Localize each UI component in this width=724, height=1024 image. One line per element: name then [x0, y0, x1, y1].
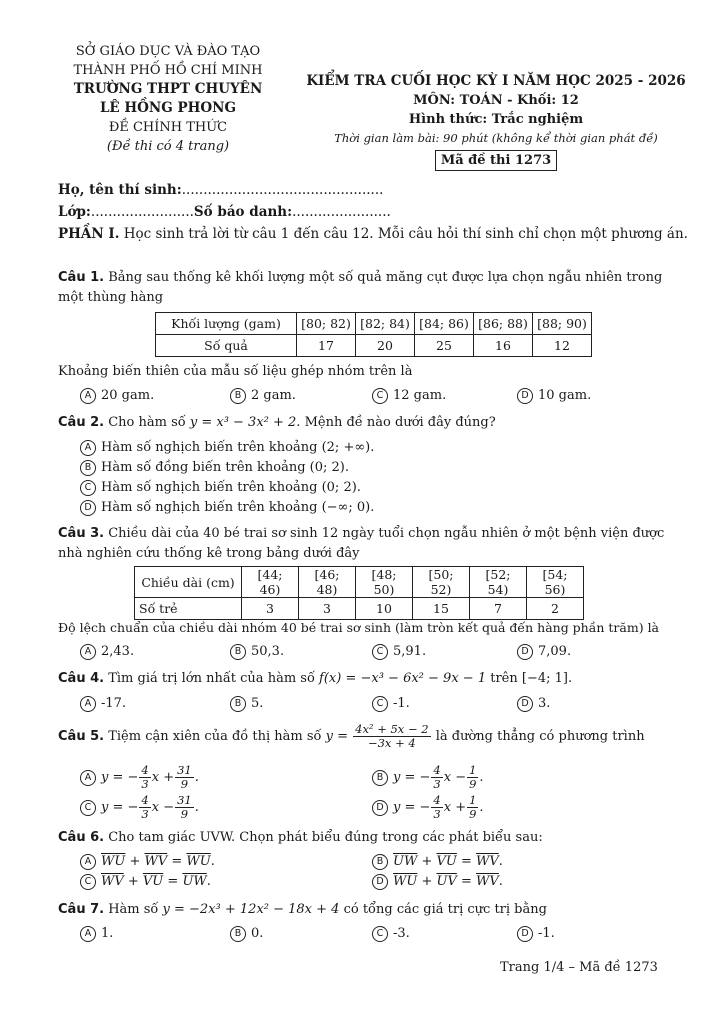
q2-option-b[interactable] — [80, 460, 349, 476]
table-cell: [86; 88) — [474, 313, 533, 335]
vector: $\overline{UW}$ — [182, 874, 207, 889]
option-letter-d: D — [372, 800, 388, 816]
option-letter-a: A — [80, 388, 96, 404]
table-header-row — [135, 567, 584, 598]
fraction-denominator: 3 — [433, 777, 441, 791]
question-1-table — [155, 312, 592, 357]
exam-format: Hình thức: Trắc nghiệm — [408, 112, 584, 127]
vector: $\overline{UW}$ — [393, 854, 418, 869]
fraction-numerator: 31 — [177, 763, 192, 777]
question-1-prompt: Khoảng biến thiên của mẫu số liệu ghép nhóm trên là — [58, 364, 413, 379]
table-row — [135, 598, 584, 620]
fraction-numerator: 31 — [177, 793, 192, 807]
vector: $\overline{WU}$ — [101, 854, 126, 869]
question-7-stem — [58, 900, 668, 920]
fraction-denominator: −3x + 4 — [367, 736, 416, 750]
table-cell: [44; 46) — [242, 567, 299, 598]
question-6-stem — [58, 828, 668, 848]
option-text: 1. — [101, 926, 114, 941]
option-text: . — [194, 800, 199, 815]
class-label: Lớp: — [58, 204, 91, 220]
option-text: y = − — [393, 800, 431, 815]
vector: $\overline{WV}$ — [476, 854, 499, 869]
part-one-instruction — [58, 226, 688, 242]
table-cell: 12 — [533, 335, 592, 357]
exam-subject: MÔN: TOÁN - Khối: 12 — [413, 93, 579, 108]
class-field[interactable]: ........................ — [90, 204, 194, 220]
page-footer: Trang 1/4 – Mã đề 1273 — [500, 960, 658, 975]
option-text: y = − — [101, 770, 139, 785]
table-cell: Khối lượng (gam) — [156, 313, 297, 335]
table-cell: [82; 84) — [356, 313, 415, 335]
option-letter-c: C — [372, 644, 388, 660]
option-letter-b: B — [230, 926, 246, 942]
option-letter-d: D — [372, 874, 388, 890]
table-cell: 10 — [356, 598, 413, 620]
option-letter-d: D — [517, 388, 533, 404]
option-letter-d: D — [517, 644, 533, 660]
question-7-formula: y = −2x³ + 12x² − 18x + 4 — [162, 902, 340, 917]
option-letter-c: C — [80, 800, 96, 816]
q1-option-a[interactable] — [80, 388, 154, 404]
q5-option-d[interactable] — [372, 794, 484, 821]
part-one-label: PHẦN I. — [58, 226, 120, 242]
table-cell: [46; 48) — [299, 567, 356, 598]
question-5-label: Câu 5. — [58, 729, 105, 744]
option-letter-d: D — [517, 696, 533, 712]
option-text: 20 gam. — [101, 388, 155, 403]
question-7-text-b: có tổng các giá trị cực trị bằng — [343, 902, 547, 917]
exam-title: KIỂM TRA CUỐI HỌC KỲ I NĂM HỌC 2025 - 2026 — [306, 73, 686, 89]
table-cell: Chiều dài (cm) — [135, 567, 242, 598]
option-text: x + — [443, 800, 467, 815]
part-one-text: Học sinh trả lời từ câu 1 đến câu 12. Mỗi câu hỏi thí sinh chỉ chọn một phương án. — [123, 226, 688, 242]
q3-option-a[interactable] — [80, 644, 134, 660]
question-3-stem — [58, 524, 668, 564]
q2-option-c[interactable] — [80, 480, 361, 496]
vector: $\overline{WV}$ — [476, 874, 499, 889]
exam-time: Thời gian làm bài: 90 phút (không kể thời gian phát đề) — [334, 131, 658, 145]
fraction-numerator: 1 — [469, 763, 477, 777]
fraction-numerator: 4 — [433, 763, 441, 777]
table-header-row — [156, 313, 592, 335]
question-2-formula: y = x³ − 3x² + 2. — [189, 415, 301, 430]
question-3-text: Chiều dài của 40 bé trai sơ sinh 12 ngày tuổi chọn ngẫu nhiên ở một bệnh viện được nhà nghiên cứu thống kê trong bảng dưới đây — [58, 526, 665, 561]
table-cell: 3 — [299, 598, 356, 620]
option-text: -17. — [101, 696, 127, 711]
option-text: . — [479, 800, 484, 815]
department-line-2: THÀNH PHỐ HỒ CHÍ MINH — [73, 63, 263, 78]
table-cell: 17 — [297, 335, 356, 357]
q6-option-c[interactable]: C $\overline{WV} + \overline{VU} = \overline{UW}$. — [80, 874, 211, 890]
student-name-field[interactable]: ............................................... — [181, 182, 384, 198]
table-cell: Số quả — [156, 335, 297, 357]
option-text: 0. — [251, 926, 264, 941]
option-text: Hàm số nghịch biến trên khoảng (0; 2). — [101, 480, 361, 495]
fraction-denominator: 9 — [469, 807, 477, 821]
option-letter-d: D — [80, 500, 96, 516]
fraction-denominator: 9 — [180, 807, 189, 821]
vector: $\overline{WV}$ — [101, 874, 124, 889]
q2-option-a[interactable] — [80, 440, 374, 456]
option-text: Hàm số đồng biến trên khoảng (0; 2). — [101, 460, 350, 475]
option-letter-c: C — [372, 696, 388, 712]
question-5-lhs: y = — [325, 729, 348, 744]
option-text: -1. — [538, 926, 555, 941]
table-cell: [48; 50) — [356, 567, 413, 598]
option-letter-b: B — [230, 696, 246, 712]
q1-option-c[interactable] — [372, 388, 446, 404]
question-4-text-a: Tìm giá trị lớn nhất của hàm số — [108, 671, 315, 686]
fraction-numerator: 4 — [433, 793, 441, 807]
question-3-label: Câu 3. — [58, 526, 105, 541]
option-letter-a: A — [80, 440, 96, 456]
q5-option-b[interactable] — [372, 764, 484, 791]
table-cell: [52; 54) — [470, 567, 527, 598]
option-text: . — [194, 770, 199, 785]
question-4-text-b: trên [−4; 1]. — [490, 671, 573, 686]
option-letter-a: A — [80, 854, 96, 870]
option-text: 2 gam. — [251, 388, 296, 403]
option-letter-a: A — [80, 644, 96, 660]
fraction-denominator: 9 — [180, 777, 189, 791]
vector: $\overline{VU}$ — [142, 874, 164, 889]
table-cell: [88; 90) — [533, 313, 592, 335]
candidate-id-field[interactable]: ....................... — [292, 204, 391, 220]
option-text: 5,91. — [393, 644, 427, 659]
vector: $\overline{WU}$ — [186, 854, 211, 869]
q1-option-d[interactable] — [517, 388, 591, 404]
q5-option-c[interactable] — [80, 794, 199, 821]
question-7-text-a: Hàm số — [108, 902, 159, 917]
vector: $\overline{WU}$ — [393, 874, 418, 889]
option-letter-a: A — [80, 770, 96, 786]
table-cell: 7 — [470, 598, 527, 620]
question-2-stem — [58, 413, 668, 433]
school-header — [58, 42, 278, 156]
table-cell: [54; 56) — [527, 567, 584, 598]
option-letter-b: B — [230, 388, 246, 404]
page-count-note: (Đề thi có 4 trang) — [106, 139, 230, 154]
option-letter-b: B — [230, 644, 246, 660]
table-cell: 16 — [474, 335, 533, 357]
fraction-numerator: 1 — [469, 793, 477, 807]
student-class-line — [58, 204, 391, 220]
option-text: x − — [443, 770, 467, 785]
option-text: 5. — [251, 696, 264, 711]
option-letter-c: C — [372, 388, 388, 404]
question-2-text-a: Cho hàm số — [108, 415, 186, 430]
q3-option-d[interactable] — [517, 644, 571, 660]
option-letter-b: B — [80, 460, 96, 476]
fraction-denominator: 3 — [141, 777, 149, 791]
exam-code-box: Mã đề thi 1273 — [435, 150, 557, 171]
vector: $\overline{WV}$ — [144, 854, 168, 869]
official-label: ĐỀ CHÍNH THỨC — [108, 120, 228, 135]
school-name-line-1: TRƯỜNG THPT CHUYÊN — [73, 81, 263, 97]
candidate-id-label: Số báo danh: — [193, 204, 293, 220]
option-letter-a: A — [80, 926, 96, 942]
question-1-label: Câu 1. — [58, 270, 105, 285]
table-cell: 15 — [413, 598, 470, 620]
q5-option-a[interactable] — [80, 764, 199, 791]
fraction-numerator: 4 — [141, 763, 149, 777]
q6-option-d[interactable]: D $\overline{WU} + \overline{UV} = \overline{WV}$. — [372, 874, 503, 890]
table-cell: 2 — [527, 598, 584, 620]
table-cell: 20 — [356, 335, 415, 357]
q6-option-b[interactable]: B $\overline{UW} + \overline{VU} = \overline{WV}$. — [372, 854, 503, 870]
fraction-denominator: 9 — [469, 777, 477, 791]
option-letter-d: D — [517, 926, 533, 942]
option-text: Hàm số nghịch biến trên khoảng (2; +∞). — [101, 440, 375, 455]
question-2-label: Câu 2. — [58, 415, 105, 430]
vector: $\overline{VU}$ — [436, 854, 457, 869]
fraction-denominator: 3 — [141, 807, 149, 821]
option-text: -3. — [393, 926, 410, 941]
question-1-text: Bảng sau thống kê khối lượng một số quả măng cụt được lựa chọn ngẫu nhiên trong một thùng hàng — [58, 270, 663, 305]
question-6-text: Cho tam giác UVW. Chọn phát biểu đúng trong các phát biểu sau: — [108, 830, 543, 845]
question-6-label: Câu 6. — [58, 830, 105, 845]
table-cell: 3 — [242, 598, 299, 620]
vector: $\overline{UV}$ — [436, 874, 457, 889]
question-4-stem — [58, 669, 668, 689]
q2-option-d[interactable] — [80, 500, 374, 516]
option-letter-a: A — [80, 696, 96, 712]
option-text: x − — [151, 800, 175, 815]
department-line-1: SỞ GIÁO DỤC VÀ ĐÀO TẠO — [75, 44, 261, 59]
option-text: 12 gam. — [393, 388, 447, 403]
option-text: -1. — [393, 696, 410, 711]
question-1-stem — [58, 268, 668, 308]
option-text: 50,3. — [251, 644, 285, 659]
table-row — [156, 335, 592, 357]
q7-option-d[interactable] — [517, 926, 555, 942]
q4-option-c[interactable] — [372, 696, 410, 712]
option-text: Hàm số nghịch biến trên khoảng (−∞; 0). — [101, 500, 375, 515]
fraction-numerator: 4 — [141, 793, 149, 807]
student-name-line — [58, 182, 383, 198]
fraction-numerator: 4x² + 5x − 2 — [355, 722, 429, 736]
table-cell: Số trẻ — [135, 598, 242, 620]
q4-option-b[interactable] — [230, 696, 263, 712]
fraction-denominator: 3 — [433, 807, 441, 821]
student-name-label: Họ, tên thí sinh: — [58, 182, 182, 198]
q7-option-b[interactable] — [230, 926, 263, 942]
option-text: y = − — [393, 770, 431, 785]
table-cell: [50; 52) — [413, 567, 470, 598]
question-5-stem — [58, 722, 668, 752]
option-letter-c: C — [80, 480, 96, 496]
option-letter-c: C — [80, 874, 96, 890]
question-4-label: Câu 4. — [58, 671, 105, 686]
q1-option-b[interactable] — [230, 388, 296, 404]
question-7-label: Câu 7. — [58, 902, 105, 917]
option-text: 10 gam. — [538, 388, 592, 403]
question-5-text-a: Tiệm cận xiên của đồ thị hàm số — [108, 729, 322, 744]
table-cell: [84; 86) — [415, 313, 474, 335]
q3-option-c[interactable] — [372, 644, 426, 660]
table-cell: [80; 82) — [297, 313, 356, 335]
exam-header — [300, 72, 692, 171]
q4-option-d[interactable] — [517, 696, 550, 712]
option-text: 2,43. — [101, 644, 135, 659]
option-text: . — [479, 770, 484, 785]
q7-option-c[interactable] — [372, 926, 410, 942]
question-4-formula: f(x) = −x³ − 6x² − 9x − 1 — [319, 671, 487, 686]
q3-option-b[interactable] — [230, 644, 284, 660]
question-3-table — [134, 566, 584, 620]
option-letter-c: C — [372, 926, 388, 942]
q6-option-a[interactable]: A $\overline{WU} + \overline{WV} = \overline{WU}$. — [80, 854, 215, 870]
option-letter-b: B — [372, 770, 388, 786]
q4-option-a[interactable] — [80, 696, 126, 712]
question-2-text-b: Mệnh đề nào dưới đây đúng? — [304, 415, 496, 430]
option-text: 7,09. — [538, 644, 572, 659]
question-5-text-b: là đường thẳng có phương trình — [435, 729, 645, 744]
school-name-line-2: LÊ HỒNG PHONG — [99, 100, 237, 116]
question-5-fraction — [353, 723, 430, 750]
option-text: 3. — [538, 696, 551, 711]
table-cell: 25 — [415, 335, 474, 357]
question-3-prompt: Độ lệch chuẩn của chiều dài nhóm 40 bé trai sơ sinh (làm tròn kết quả đến hàng phần trăm) là — [58, 620, 660, 635]
option-letter-b: B — [372, 854, 388, 870]
option-text: x + — [151, 770, 175, 785]
q7-option-a[interactable] — [80, 926, 113, 942]
option-text: y = − — [101, 800, 139, 815]
